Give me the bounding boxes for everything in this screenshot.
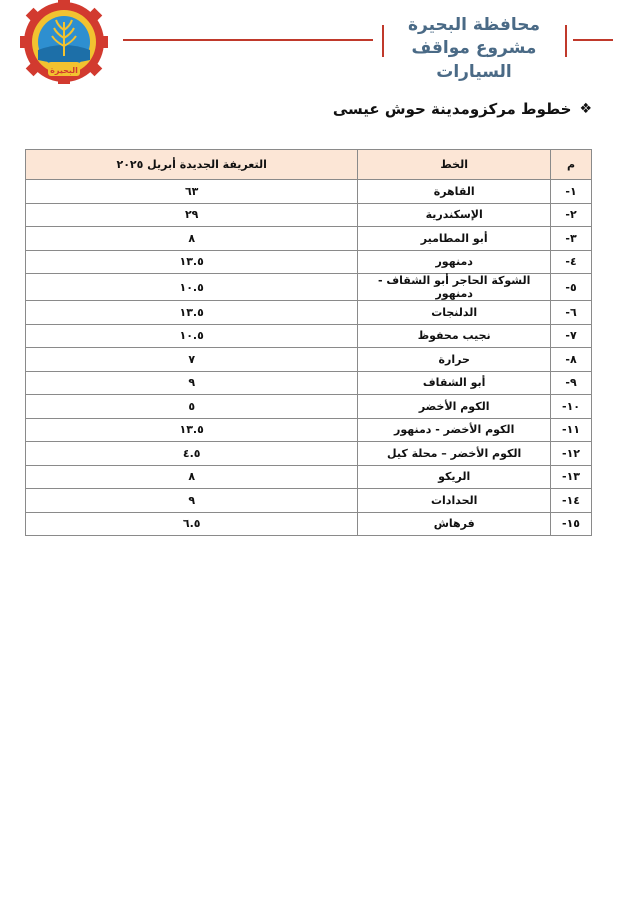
row-num: ٨- xyxy=(551,348,592,372)
table-row xyxy=(26,465,592,489)
row-num: ٥- xyxy=(551,274,592,301)
header-bar-left xyxy=(382,25,384,57)
row-fare: ١٠.٥ xyxy=(26,274,358,301)
table-row xyxy=(26,227,592,251)
row-num: ٣- xyxy=(551,227,592,251)
row-fare: ٥ xyxy=(26,395,358,419)
row-num: ١- xyxy=(551,180,592,204)
row-route: الكوم الأخضر xyxy=(358,395,551,419)
table-row xyxy=(26,371,592,395)
table-row xyxy=(26,418,592,442)
row-fare: ١٣.٥ xyxy=(26,418,358,442)
header-num: م xyxy=(551,150,592,180)
row-num: ٦- xyxy=(551,301,592,325)
table-row xyxy=(26,274,592,301)
row-num: ١٥- xyxy=(551,512,592,536)
row-fare: ٨ xyxy=(26,465,358,489)
diamond-bullet-icon: ❖ xyxy=(579,101,592,117)
table-row xyxy=(26,489,592,513)
row-fare: ٩ xyxy=(26,371,358,395)
row-route: أبو الشقاف xyxy=(358,371,551,395)
gear-logo-icon xyxy=(14,0,114,88)
table-row xyxy=(26,512,592,536)
row-route: حرارة xyxy=(358,348,551,372)
row-num: ٩- xyxy=(551,371,592,395)
row-num: ١١- xyxy=(551,418,592,442)
table-row xyxy=(26,395,592,419)
row-fare: ٧ xyxy=(26,348,358,372)
row-fare: ٤.٥ xyxy=(26,442,358,466)
row-route: الحدادات xyxy=(358,489,551,513)
row-route: القاهرة xyxy=(358,180,551,204)
row-num: ٤- xyxy=(551,250,592,274)
header-route: الخط xyxy=(358,150,551,180)
row-route: الريكو xyxy=(358,465,551,489)
table-row xyxy=(26,324,592,348)
row-route: فرهاش xyxy=(358,512,551,536)
header-divider-left xyxy=(123,39,373,41)
row-fare: ١٠.٥ xyxy=(26,324,358,348)
project-name: مشروع مواقف السيارات xyxy=(411,38,537,82)
table-header-row xyxy=(26,150,592,180)
org-title-block xyxy=(388,14,560,84)
table-row xyxy=(26,180,592,204)
row-route: الكوم الأخضر - دمنهور xyxy=(358,418,551,442)
section-heading xyxy=(333,100,592,118)
row-num: ١٣- xyxy=(551,465,592,489)
row-num: ١٢- xyxy=(551,442,592,466)
row-num: ١٤- xyxy=(551,489,592,513)
row-num: ١٠- xyxy=(551,395,592,419)
governorate-logo xyxy=(14,0,114,88)
header-divider-right xyxy=(573,39,613,41)
table-row xyxy=(26,203,592,227)
fare-table xyxy=(25,149,592,536)
page-header xyxy=(0,0,640,95)
row-fare: ١٣.٥ xyxy=(26,301,358,325)
row-fare: ٦.٥ xyxy=(26,512,358,536)
table-row xyxy=(26,348,592,372)
row-fare: ٢٩ xyxy=(26,203,358,227)
org-name: محافظة البحيرة xyxy=(407,15,541,35)
row-route: دمنهور xyxy=(358,250,551,274)
section-title: خطوط مركزومدينة حوش عيسى xyxy=(332,100,572,118)
table-row xyxy=(26,250,592,274)
table-row xyxy=(26,442,592,466)
row-route: أبو المطامير xyxy=(358,227,551,251)
logo-text: البحيرة xyxy=(50,66,78,75)
row-route: نجيب محفوظ xyxy=(358,324,551,348)
header-bar-right xyxy=(565,25,567,57)
row-route: الإسكندرية xyxy=(358,203,551,227)
header-fare: التعريفة الجديدة أبريل ٢٠٢٥ xyxy=(26,150,358,180)
row-num: ٧- xyxy=(551,324,592,348)
row-fare: ٩ xyxy=(26,489,358,513)
table-row xyxy=(26,301,592,325)
row-route: الشوكة الحاجر أبو الشقاف - دمنهور xyxy=(358,274,551,301)
row-fare: ٦٣ xyxy=(26,180,358,204)
row-fare: ١٣.٥ xyxy=(26,250,358,274)
row-num: ٢- xyxy=(551,203,592,227)
row-route: الدلنجات xyxy=(358,301,551,325)
row-route: الكوم الأخضر – محلة كيل xyxy=(358,442,551,466)
row-fare: ٨ xyxy=(26,227,358,251)
